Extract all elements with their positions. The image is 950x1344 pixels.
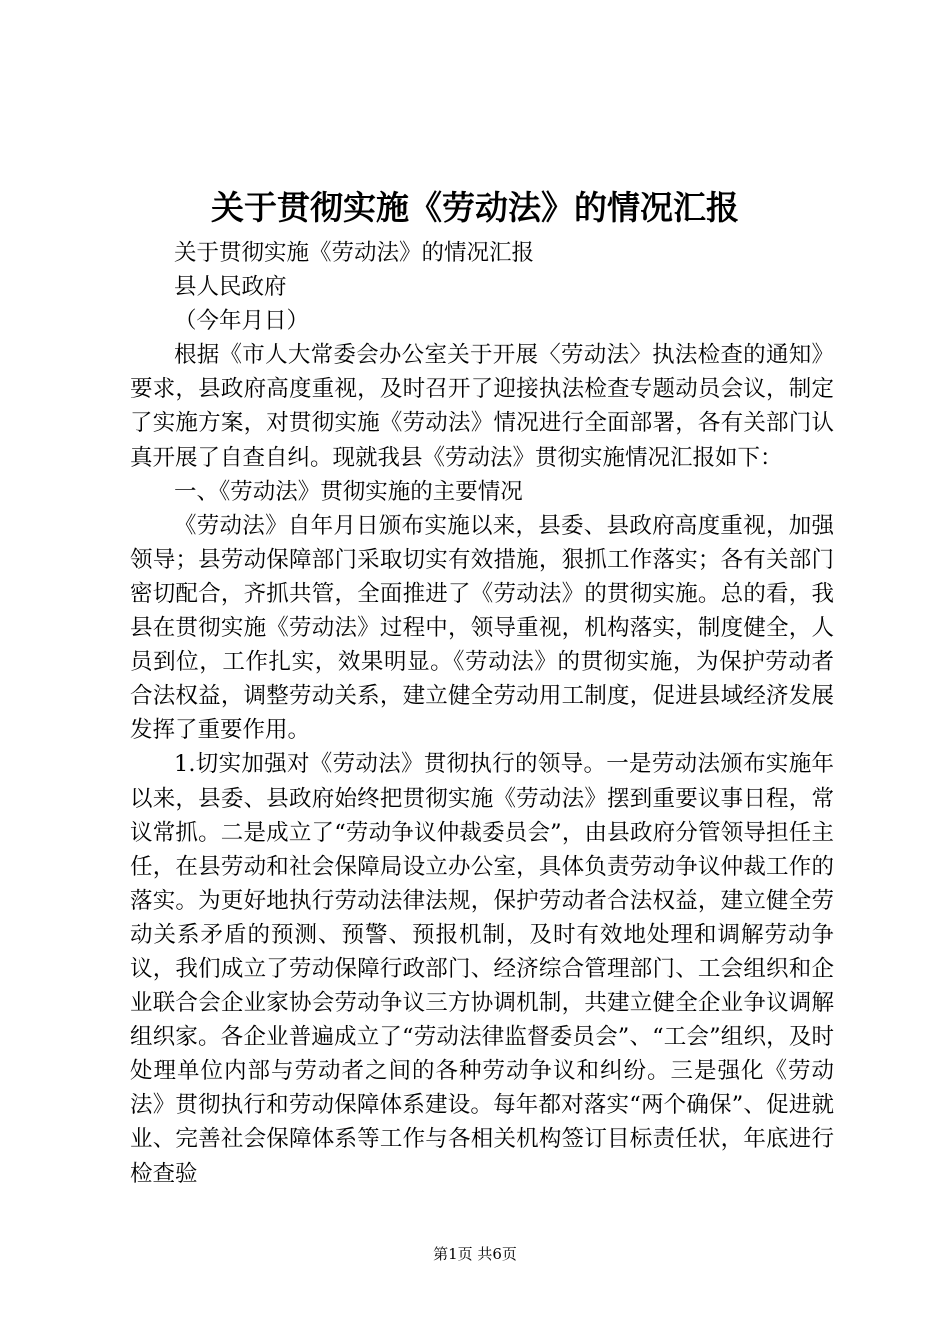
section-heading: 一、《劳动法》贯彻实施的主要情况 <box>174 478 523 505</box>
document-body <box>130 236 834 1191</box>
paragraph-point-1: 1.切实加强对《劳动法》贯彻执行的领导。一是劳动法颁布实施年以来，县委、县政府始终把贯彻实施《劳动法》摆到重要议事日程，常议常抓。二是成立了“劳动争议仲裁委员会”，由县政府分管领导担任主任，在县劳动和社会保障局设立办公室，具体负责劳动争议仲裁工作的落实。为更好地执行劳动法律法规，保护劳动者合法权益，建立健全劳动关系矛盾的预测、预警、预报机制，及时有效地处理和调解劳动争议，我们成立了劳动保障行政部门、经济综合管理部门、工会组织和企业联合会企业家协会劳动争议三方协调机制，共建立健全企业争议调解组织家。各企业普遍成立了“劳动法律监督委员会”、“工会”组织，及时处理单位内部与劳动者之间的各种劳动争议和纠纷。三是强化《劳动法》贯彻执行和劳动保障体系建设。每年都对落实“两个确保”、促进就业、完善社会保障体系等工作与各相关机构签订目标责任状，年底进行检查验 <box>130 751 834 1187</box>
paragraph-author: 县人民政府 <box>174 274 287 301</box>
paragraph-intro: 根据《市人大常委会办公室关于开展〈劳动法〉执法检查的通知》要求，县政府高度重视，及时召开了迎接执法检查专题动员会议，制定了实施方案，对贯彻实施《劳动法》情况进行全面部署，各有关部门认真开展了自查自纠。现就我县《劳动法》贯彻实施情况汇报如下： <box>130 342 834 471</box>
paragraph-overview: 《劳动法》自年月日颁布实施以来，县委、县政府高度重视，加强领导；县劳动保障部门采取切实有效措施，狠抓工作落实；各有关部门密切配合，齐抓共管，全面推进了《劳动法》的贯彻实施。总的看，我县在贯彻实施《劳动法》过程中，领导重视，机构落实，制度健全，人员到位，工作扎实，效果明显。《劳动法》的贯彻实施，为保护劳动者合法权益，调整劳动关系，建立健全劳动用工制度，促进县域经济发展发挥了重要作用。 <box>130 512 834 744</box>
page-footer: 第1页 共6页 <box>433 1245 517 1263</box>
paragraph-subtitle: 关于贯彻实施《劳动法》的情况汇报 <box>174 240 535 266</box>
document-title: 关于贯彻实施《劳动法》的情况汇报 <box>211 188 739 227</box>
paragraph-date: （今年月日） <box>174 308 310 335</box>
